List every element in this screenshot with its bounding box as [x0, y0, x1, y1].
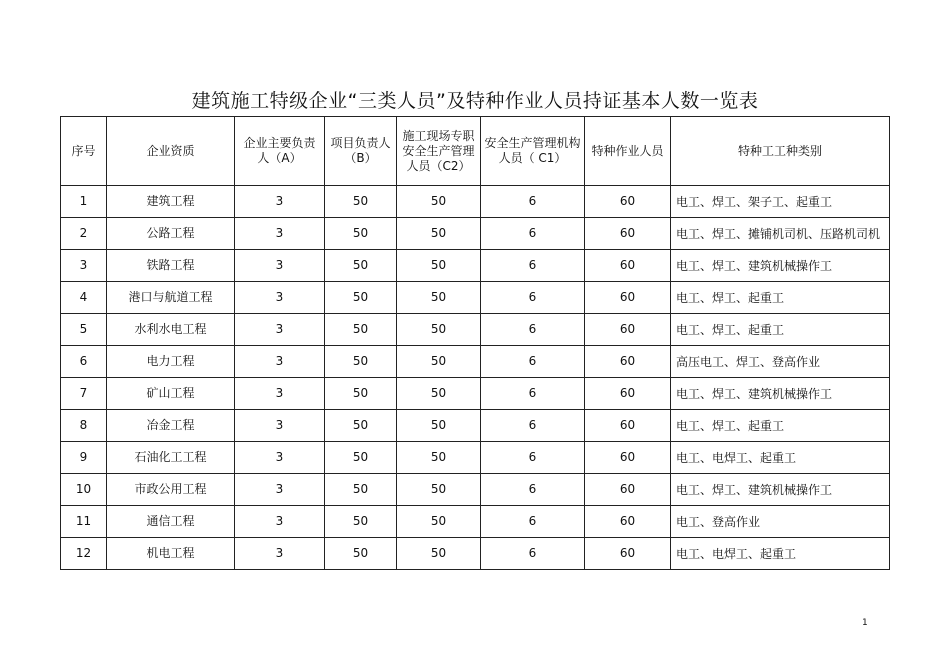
- cell-safety-dept-c1: 6: [481, 314, 585, 346]
- header-special-trades: 特种工工种类别: [671, 117, 890, 186]
- cell-safety-dept-c1: 6: [481, 186, 585, 218]
- cell-project-lead-b: 50: [325, 250, 397, 282]
- cell-qualification: 建筑工程: [107, 186, 235, 218]
- cell-special-workers: 60: [585, 506, 671, 538]
- cell-special-workers: 60: [585, 218, 671, 250]
- cell-special-trades: 电工、焊工、建筑机械操作工: [671, 378, 890, 410]
- table-row: [61, 218, 890, 250]
- cell-qualification: 通信工程: [107, 506, 235, 538]
- cell-qualification: 公路工程: [107, 218, 235, 250]
- cell-no: 11: [61, 506, 107, 538]
- cell-principal-a: 3: [235, 346, 325, 378]
- header-special-workers: 特种作业人员: [585, 117, 671, 186]
- table-row: [61, 410, 890, 442]
- cell-safety-dept-c1: 6: [481, 378, 585, 410]
- cell-special-workers: 60: [585, 346, 671, 378]
- table-row: [61, 250, 890, 282]
- cell-site-safety-c2: 50: [397, 250, 481, 282]
- cell-qualification: 矿山工程: [107, 378, 235, 410]
- table-row: [61, 186, 890, 218]
- table-row: [61, 282, 890, 314]
- cell-qualification: 铁路工程: [107, 250, 235, 282]
- cell-principal-a: 3: [235, 506, 325, 538]
- cell-principal-a: 3: [235, 218, 325, 250]
- cell-special-workers: 60: [585, 474, 671, 506]
- table-row: [61, 506, 890, 538]
- cell-principal-a: 3: [235, 474, 325, 506]
- table-row: [61, 474, 890, 506]
- cell-no: 2: [61, 218, 107, 250]
- cell-no: 4: [61, 282, 107, 314]
- cell-qualification: 冶金工程: [107, 410, 235, 442]
- personnel-table: [60, 116, 890, 570]
- cell-special-workers: 60: [585, 442, 671, 474]
- cell-project-lead-b: 50: [325, 218, 397, 250]
- cell-principal-a: 3: [235, 250, 325, 282]
- cell-principal-a: 3: [235, 186, 325, 218]
- table-row: [61, 378, 890, 410]
- header-no: 序号: [61, 117, 107, 186]
- cell-no: 9: [61, 442, 107, 474]
- cell-special-workers: 60: [585, 250, 671, 282]
- cell-special-workers: 60: [585, 538, 671, 570]
- cell-safety-dept-c1: 6: [481, 250, 585, 282]
- cell-special-trades: 高压电工、焊工、登高作业: [671, 346, 890, 378]
- cell-safety-dept-c1: 6: [481, 506, 585, 538]
- page-number: 1: [862, 618, 868, 628]
- cell-project-lead-b: 50: [325, 538, 397, 570]
- cell-site-safety-c2: 50: [397, 410, 481, 442]
- cell-no: 8: [61, 410, 107, 442]
- header-principal-a: 企业主要负责人（A）: [235, 117, 325, 186]
- cell-site-safety-c2: 50: [397, 314, 481, 346]
- header-safety-dept-c1: 安全生产管理机构人员（ C1）: [481, 117, 585, 186]
- cell-qualification: 电力工程: [107, 346, 235, 378]
- cell-principal-a: 3: [235, 314, 325, 346]
- cell-project-lead-b: 50: [325, 378, 397, 410]
- cell-project-lead-b: 50: [325, 282, 397, 314]
- cell-site-safety-c2: 50: [397, 282, 481, 314]
- cell-site-safety-c2: 50: [397, 186, 481, 218]
- cell-project-lead-b: 50: [325, 474, 397, 506]
- cell-principal-a: 3: [235, 442, 325, 474]
- cell-project-lead-b: 50: [325, 442, 397, 474]
- cell-no: 3: [61, 250, 107, 282]
- cell-special-workers: 60: [585, 314, 671, 346]
- cell-site-safety-c2: 50: [397, 506, 481, 538]
- cell-no: 7: [61, 378, 107, 410]
- cell-special-trades: 电工、焊工、摊铺机司机、压路机司机: [671, 218, 890, 250]
- cell-safety-dept-c1: 6: [481, 218, 585, 250]
- cell-special-trades: 电工、焊工、起重工: [671, 282, 890, 314]
- cell-special-workers: 60: [585, 378, 671, 410]
- cell-project-lead-b: 50: [325, 506, 397, 538]
- table-body: [61, 186, 890, 570]
- cell-special-workers: 60: [585, 282, 671, 314]
- table-row: [61, 346, 890, 378]
- cell-no: 12: [61, 538, 107, 570]
- cell-site-safety-c2: 50: [397, 378, 481, 410]
- cell-project-lead-b: 50: [325, 346, 397, 378]
- cell-principal-a: 3: [235, 538, 325, 570]
- cell-safety-dept-c1: 6: [481, 346, 585, 378]
- header-project-lead-b: 项目负责人（B）: [325, 117, 397, 186]
- cell-qualification: 机电工程: [107, 538, 235, 570]
- cell-qualification: 石油化工工程: [107, 442, 235, 474]
- cell-special-trades: 电工、电焊工、起重工: [671, 538, 890, 570]
- cell-site-safety-c2: 50: [397, 474, 481, 506]
- cell-safety-dept-c1: 6: [481, 410, 585, 442]
- cell-site-safety-c2: 50: [397, 218, 481, 250]
- cell-special-workers: 60: [585, 410, 671, 442]
- cell-principal-a: 3: [235, 378, 325, 410]
- cell-special-trades: 电工、电焊工、起重工: [671, 442, 890, 474]
- cell-qualification: 港口与航道工程: [107, 282, 235, 314]
- cell-no: 6: [61, 346, 107, 378]
- header-site-safety-c2: 施工现场专职安全生产管理人员（C2）: [397, 117, 481, 186]
- cell-special-trades: 电工、焊工、建筑机械操作工: [671, 250, 890, 282]
- table-row: [61, 442, 890, 474]
- cell-site-safety-c2: 50: [397, 346, 481, 378]
- cell-special-trades: 电工、焊工、起重工: [671, 410, 890, 442]
- cell-no: 1: [61, 186, 107, 218]
- cell-project-lead-b: 50: [325, 186, 397, 218]
- cell-project-lead-b: 50: [325, 410, 397, 442]
- cell-safety-dept-c1: 6: [481, 474, 585, 506]
- header-qualification: 企业资质: [107, 117, 235, 186]
- cell-safety-dept-c1: 6: [481, 282, 585, 314]
- cell-special-workers: 60: [585, 186, 671, 218]
- cell-qualification: 市政公用工程: [107, 474, 235, 506]
- cell-qualification: 水利水电工程: [107, 314, 235, 346]
- cell-safety-dept-c1: 6: [481, 538, 585, 570]
- cell-principal-a: 3: [235, 410, 325, 442]
- table-row: [61, 538, 890, 570]
- header-row: [61, 117, 890, 186]
- cell-special-trades: 电工、焊工、起重工: [671, 314, 890, 346]
- table-row: [61, 314, 890, 346]
- cell-site-safety-c2: 50: [397, 538, 481, 570]
- cell-principal-a: 3: [235, 282, 325, 314]
- cell-safety-dept-c1: 6: [481, 442, 585, 474]
- cell-project-lead-b: 50: [325, 314, 397, 346]
- cell-no: 10: [61, 474, 107, 506]
- cell-special-trades: 电工、焊工、架子工、起重工: [671, 186, 890, 218]
- cell-no: 5: [61, 314, 107, 346]
- cell-special-trades: 电工、登高作业: [671, 506, 890, 538]
- cell-site-safety-c2: 50: [397, 442, 481, 474]
- cell-special-trades: 电工、焊工、建筑机械操作工: [671, 474, 890, 506]
- page-title: 建筑施工特级企业“三类人员”及特种作业人员持证基本人数一览表: [191, 90, 759, 112]
